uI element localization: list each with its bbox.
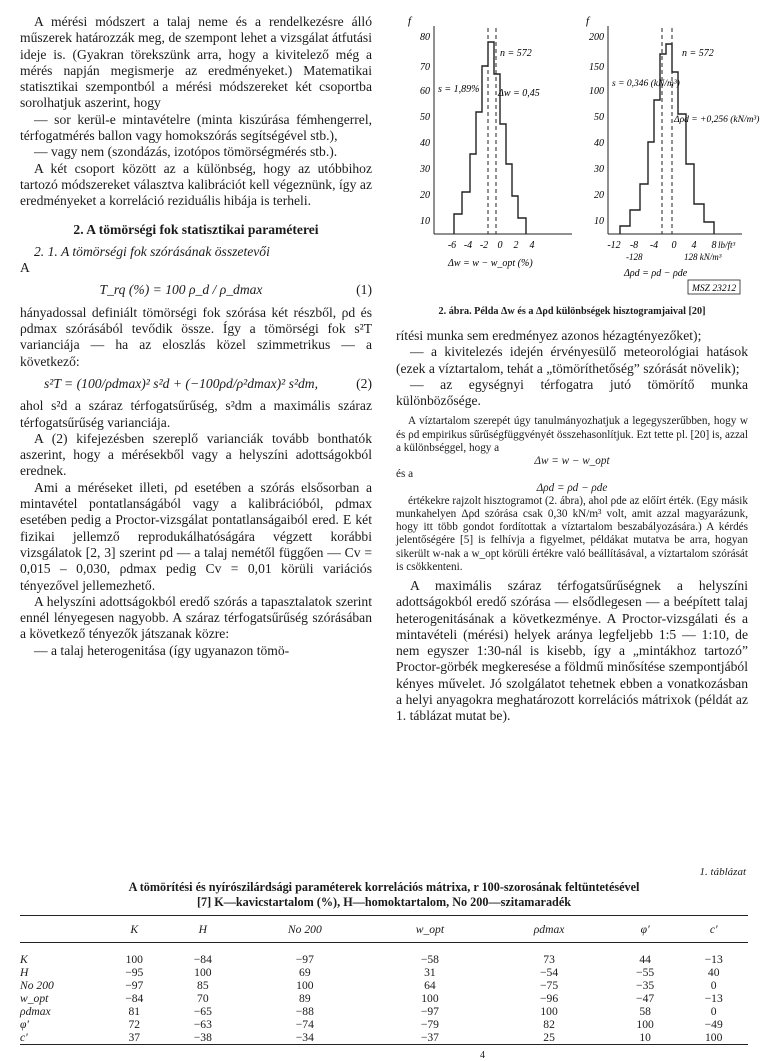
equation-number: (2) [356, 375, 372, 391]
table-cell: −84 [193, 953, 212, 966]
table-cell: 100 [636, 1018, 654, 1031]
equation-1 [20, 282, 372, 298]
histogram-bars [454, 42, 526, 234]
y-ticks [589, 32, 604, 227]
delta-label: Δw = 0,45 [498, 88, 540, 99]
paragraph: — sor kerül-e mintavételre (minta kiszúrása fémhengerrel, térfogatmérés ballon vagy homokszórás segítségével stb.), [20, 111, 372, 144]
paragraph: — vagy nem (szondázás, izotópos tömörségmérés stb.). [34, 144, 338, 160]
row-label: H [20, 966, 29, 979]
table-cell: 25 [543, 1031, 555, 1044]
table-cell: 100 [540, 1005, 558, 1018]
equation-number: (1) [356, 282, 372, 298]
table-cell: −38 [193, 1031, 212, 1044]
left-histogram [408, 15, 572, 269]
table-cell: 37 [128, 1031, 141, 1044]
paragraph: A [20, 260, 30, 276]
y-axis-label: f [586, 15, 590, 27]
table-row [20, 966, 748, 979]
table-header: ρdmax [487, 916, 611, 943]
paragraph: A mérési módszert a talaj neme és a rendelkezésre álló műszerek határozzák meg, de szempont lehet a vizsgálat átfutási ideje is. (Gyakran törekszünk arra, hogy a kivitelező még a mérés napján megismerje az eredményeket.) Matematikai statisztikai szempontból a mérési módszereket két csoportba sorolhatjuk aszerint, hogy [20, 14, 372, 111]
table-cell: 10 [639, 1031, 651, 1044]
small-text-block [396, 415, 748, 573]
table-header: c' [679, 916, 748, 943]
n-label: n = 572 [500, 48, 532, 59]
table-cell: 44 [639, 953, 651, 966]
x-tick: 0 [671, 240, 677, 251]
x-tick: 4 [529, 240, 535, 251]
table-title-line: A tömörítési és nyírószilárdsági paraméterek korrelációs mátrixa, r 100-szorosának feltüntetésével [128, 880, 640, 894]
x-unit: lb/ft³ [718, 240, 736, 250]
right-histogram [586, 15, 759, 294]
row-label: No 200 [20, 979, 54, 992]
histogram-bars [620, 44, 714, 234]
table-row [20, 1018, 748, 1031]
table-cell: 69 [299, 966, 311, 979]
paragraph: — a kivitelezés idején érvényesülő meteorológiai hatások (ezek a víztartalom, tehát a „tömöríthetőség” szórását növelik); [396, 344, 748, 376]
table-cell: −97 [420, 1005, 439, 1018]
x-tick: -6 [447, 240, 457, 251]
table-cell: 31 [424, 966, 436, 979]
subsection-heading: 2. 1. A tömörségi fok szórásának összetevői [34, 243, 270, 259]
table-cell: −34 [295, 1031, 314, 1044]
paragraph: A maximális száraz térfogatsűrűségnek a helyszíni adottságokból eredő szórása — elsődlegesen — a beépített talaj heterogenitásának a következménye. A Proctor-vizsgálati és a mintavételi (mérési) helyek aránya legfeljebb 1:5 — 1:10, de nem egyszer 1:30-nál is kisebb, így a „mintákhoz tartozó” Proctor-görbék megkeresése a földmű minősítése szempontjából kényes művelet. Jó szolgálatot tehetnek ebben a vonatkozásban a helyi anyagokra meghatározott korrelációs mátrixok (példát az 1. táblázat mutat be). [396, 577, 748, 724]
table-cell: −95 [125, 966, 144, 979]
table-cell: 70 [197, 992, 209, 1005]
y-ticks [419, 32, 430, 227]
paragraph: értékekre rajzolt hisztogramot (2. ábra), ahol ρde az előírt érték. (Egy másik munkahelyen Δρd szórása csak 0,30 kN/m³ volt, amit azzal magyarázunk, hogy itt több gondot fordítottak a víztartalom beszabályozására.) A kérdés jelentőségére [5] is felhívja a figyelmet, példákat mutatva be arra, hogyan sikerült w-nak a w_opt körüli értékre való beállításával, a víztartalom szórását is csökkenteni. [396, 494, 748, 573]
x-tick: 2 [513, 240, 519, 251]
x-tick: -12 [607, 240, 621, 251]
table-cell: 85 [197, 979, 209, 992]
table-cell: 89 [299, 992, 311, 1005]
x-tick-2: 128 kN/m³ [684, 252, 722, 262]
x-axis-label: Δρd = ρd − ρde [624, 268, 688, 279]
table-cell: −54 [540, 966, 559, 979]
table-cell: 100 [296, 979, 314, 992]
right-column [396, 328, 748, 725]
table-cell: 100 [705, 1031, 723, 1044]
table-header: No 200 [237, 916, 372, 943]
x-tick: -4 [463, 240, 473, 251]
y-tick: 40 [594, 138, 604, 149]
y-tick: 80 [420, 32, 430, 43]
table-row [20, 1031, 748, 1045]
table-title-line: [7] K—kavicstartalom (%), H—homoktartalom, No 200—szitamaradék [196, 895, 572, 909]
table-cell: −13 [704, 992, 723, 1005]
table-cell: −37 [420, 1031, 439, 1044]
inline-equation: Δρd = ρd − ρde [536, 481, 608, 494]
y-tick: 10 [594, 216, 604, 227]
table-cell: −13 [704, 953, 723, 966]
x-tick: 8 [711, 240, 717, 251]
equation-text: s²T = (100/ρdmax)² s²d + (−100ρd/ρ²dmax)² s²dm, [43, 375, 319, 391]
y-tick: 30 [594, 164, 604, 175]
standard-stamp: MSZ 23212 [692, 284, 737, 294]
y-tick: 100 [589, 86, 604, 97]
x-ticks [607, 240, 716, 251]
table-cell: 0 [710, 1005, 717, 1018]
x-ticks [448, 240, 535, 251]
section-heading: 2. A tömörségi fok statisztikai paraméterei [73, 221, 319, 237]
table-row [20, 992, 748, 1005]
y-tick: 40 [420, 138, 430, 149]
paragraph: A víztartalom szerepét úgy tanulmányozhatjuk a legegyszerűbben, hogy w és ρd empirikus sűrűségfüggvényét összehasonlítjuk. Ezt tette pl. [20] is, azzal a különbséggel, hogy a [396, 415, 748, 454]
x-tick: 4 [691, 240, 697, 251]
x-tick-2: -128 [626, 252, 643, 262]
table-body [20, 943, 748, 1045]
paragraph: — az egységnyi térfogatra jutó tömörítő munka különbözősége. [396, 376, 748, 409]
table-cell: −58 [420, 953, 439, 966]
y-tick: 200 [589, 32, 604, 43]
table-cell: 82 [543, 1018, 555, 1031]
table-title [20, 880, 748, 910]
table-cell: −97 [125, 979, 144, 992]
table-cell: 73 [543, 953, 555, 966]
x-tick: 0 [497, 240, 503, 251]
y-tick: 20 [420, 190, 430, 201]
table-cell: 100 [421, 992, 439, 1005]
inline-equation: Δw = w − w_opt [534, 455, 610, 468]
table-cell: 64 [424, 979, 436, 992]
table-cell: −88 [295, 1005, 314, 1018]
row-label: w_opt [20, 992, 49, 1005]
y-tick: 20 [594, 190, 604, 201]
paragraph: ahol s²d a száraz térfogatsűrűség, s²dm a maximális száraz térfogatsűrűség varianciája. [20, 398, 372, 430]
paragraph: Ami a méréseket illeti, ρd esetében a szórás elsősorban a mintavétel pontatlanságából vagy a kalibrációból, ρdmax esetében pedig a Proctor-vizsgálat pontatlanságaiból ered. E két fizikai jellemző reprodukálhatóságára végzett korábbi vizsgálatok [2, 3] szerint ρd — a talaj nemétől függően — Cv = 0,015 – 0,030, ρdmax pedig Cv = 0,01 körüli variációs tényezővel jellemezhető. [20, 479, 372, 593]
x-tick: -8 [629, 240, 639, 251]
delta-label: Δρd = +0,256 (kN/m³) [674, 115, 760, 125]
figure-caption: 2. ábra. Példa Δw és a Δρd különbségek hisztogramjaival [20] [438, 306, 706, 317]
table-cell: 58 [639, 1005, 651, 1018]
paragraph: A két csoport között az a különbség, hogy az utóbbihoz tartozó módszereket választva kalibrációt kell végeznünk, így az eredményeket a korreláció reziduális hibája is terheli. [20, 160, 372, 209]
paragraph: A (2) kifejezésben szereplő varianciák tovább bonthatók aszerint, hogy a mérésekből vagy a helyszíni adottságokból erednek. [20, 430, 372, 479]
table-cell: −35 [636, 979, 655, 992]
row-label: ρdmax [20, 1005, 51, 1018]
row-label: K [20, 953, 28, 966]
table-cell: −74 [295, 1018, 314, 1031]
table-cell: −63 [193, 1018, 212, 1031]
y-tick: 50 [594, 112, 604, 123]
correlation-matrix-table [20, 915, 748, 1045]
row-label: φ' [20, 1018, 29, 1031]
table-header: H [169, 916, 238, 943]
paragraph: hányadossal definiált tömörségi fok szórása két részből, ρd és ρdmax szórásából tevődik össze. Így a tömörségi fok s²T varianciája — ha az eloszlás közel szimmetrikus — a következő: [20, 304, 372, 369]
paragraph: A helyszíni adottságokból eredő szórás a tapasztalatok szerint ennél lényegesen nagyobb. A száraz térfogatsűrűség szórásában a következő tényezők játszanak közre: [20, 593, 372, 642]
x-tick: -2 [479, 240, 489, 251]
x-axis-label: Δw = w − w_opt (%) [448, 258, 533, 269]
row-label: c' [20, 1031, 28, 1044]
y-tick: 10 [420, 216, 430, 227]
table-cell: −84 [125, 992, 144, 1005]
left-column [20, 14, 372, 659]
x-tick: -4 [649, 240, 659, 251]
table-cell: 100 [194, 966, 212, 979]
table-cell: 100 [125, 953, 143, 966]
table-cell: 72 [128, 1018, 141, 1031]
table-header: φ' [611, 916, 680, 943]
table-cell: −96 [540, 992, 559, 1005]
page-number: 4 [480, 1050, 485, 1061]
table-cell: −97 [295, 953, 314, 966]
equation-2 [20, 376, 372, 392]
table-cell: −55 [636, 966, 655, 979]
paragraph: rítési munka sem eredményez azonos hézagtényezőket); [396, 328, 702, 343]
y-tick: 150 [589, 62, 604, 73]
n-label: n = 572 [682, 48, 714, 59]
table-header-row [20, 916, 748, 943]
y-tick: 30 [420, 164, 430, 175]
table-cell: −65 [193, 1005, 212, 1018]
table-cell: −49 [704, 1018, 723, 1031]
y-tick: 50 [420, 112, 430, 123]
table-row [20, 943, 748, 967]
table-row [20, 979, 748, 992]
y-tick: 60 [420, 86, 430, 97]
table-header [20, 916, 100, 943]
table-cell: 0 [710, 979, 717, 992]
histogram-figure [396, 14, 760, 302]
table-cell: 81 [128, 1005, 141, 1018]
table-number: 1. táblázat [699, 866, 746, 878]
y-tick: 70 [420, 62, 430, 73]
paragraph: — a talaj heterogenitása (így ugyanazon tömö- [34, 642, 290, 658]
table-cell: −47 [636, 992, 655, 1005]
table-cell: −75 [540, 979, 559, 992]
table-row [20, 1005, 748, 1018]
equation-text: T_rq (%) = 100 ρ_d / ρ_dmax [99, 282, 263, 298]
table-cell: 40 [707, 966, 720, 979]
table-header: w_opt [373, 916, 488, 943]
table-cell: −79 [420, 1018, 439, 1031]
s-label: s = 1,89% [438, 84, 480, 95]
s-label: s = 0,346 (kN/m³) [612, 79, 680, 89]
paragraph: és a [396, 468, 414, 481]
table-header: K [100, 916, 169, 943]
y-axis-label: f [408, 15, 412, 27]
